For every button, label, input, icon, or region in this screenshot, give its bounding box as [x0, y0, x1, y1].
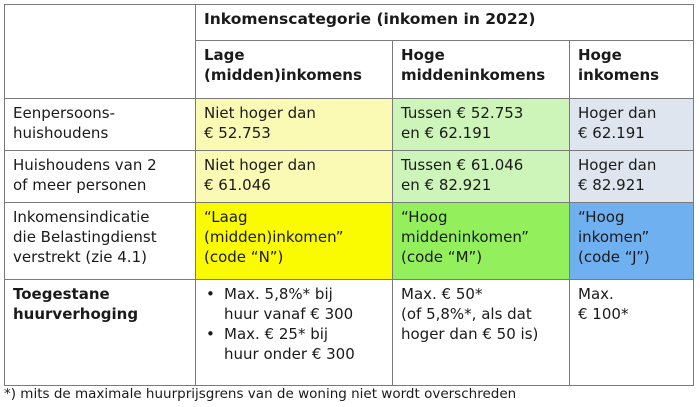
column-header-high-income [570, 41, 694, 99]
cell-line: “Hoog [578, 208, 625, 226]
cell-low-income [196, 203, 393, 280]
label-line: Huishoudens van 2 [13, 156, 157, 174]
label-line: of meer personen [13, 176, 147, 194]
cell-line: (code “J”) [578, 248, 650, 266]
label-line: huurverhoging [13, 305, 139, 323]
cell-line: Niet hoger dan [204, 156, 316, 174]
cell-high-middle-income [393, 280, 570, 386]
cell-line: en € 62.191 [401, 124, 492, 142]
cell-high-income [570, 99, 694, 151]
table-row-rent-increase [5, 280, 694, 386]
cell-line: Max. [578, 285, 614, 303]
cell-high-income [570, 203, 694, 280]
bullet-icon: • [206, 325, 215, 343]
empty-corner-cell [5, 5, 196, 99]
cell-line: Niet hoger dan [204, 104, 316, 122]
cell-line: € 62.191 [578, 124, 645, 142]
header-line: middeninkomens [401, 66, 546, 84]
label-line: Eenpersoons- [13, 104, 116, 122]
header-line: inkomens [578, 66, 660, 84]
cell-low-income [196, 280, 393, 386]
cell-high-middle-income [393, 151, 570, 203]
label-line: Inkomensindicatie [13, 208, 150, 226]
cell-line: Tussen € 61.046 [401, 156, 524, 174]
cell-high-middle-income [393, 203, 570, 280]
cell-line: inkomen” [578, 228, 650, 246]
cell-low-income [196, 151, 393, 203]
row-label [5, 203, 196, 280]
cell-line: Max. € 25* bij [224, 325, 329, 343]
cell-line: Max. 5,8%* bij [224, 285, 333, 303]
cell-line: huur onder € 300 [224, 345, 355, 363]
cell-line: Hoger dan [578, 104, 657, 122]
cell-line: (code “N”) [204, 248, 284, 266]
cell-high-income [570, 280, 694, 386]
cell-high-income [570, 151, 694, 203]
cell-high-middle-income [393, 99, 570, 151]
table-row-multi-person [5, 151, 694, 203]
cell-line: “Laag [204, 208, 248, 226]
cell-line: (of 5,8%*, als dat [401, 305, 532, 323]
label-line: huishoudens [13, 124, 109, 142]
row-label [5, 280, 196, 386]
cell-line: € 61.046 [204, 176, 271, 194]
bullet-icon: • [206, 285, 215, 303]
label-line: Toegestane [13, 285, 110, 303]
income-category-header: Inkomenscategorie (inkomen in 2022) [196, 5, 694, 41]
cell-line: Hoger dan [578, 156, 657, 174]
row-label [5, 99, 196, 151]
cell-line: huur vanaf € 300 [224, 305, 354, 323]
label-line: die Belastingdienst [13, 228, 157, 246]
cell-line: Max. € 50* [401, 285, 483, 303]
income-category-table [4, 4, 694, 386]
cell-line: € 52.753 [204, 124, 271, 142]
cell-line: (midden)inkomen” [204, 228, 344, 246]
cell-line: hoger dan € 50 is) [401, 325, 539, 343]
column-header-high-middle-income [393, 41, 570, 99]
cell-line: € 82.921 [578, 176, 645, 194]
cell-low-income [196, 99, 393, 151]
table-row-income-indication [5, 203, 694, 280]
header-line: (midden)inkomens [204, 66, 362, 84]
table-row-single-person [5, 99, 694, 151]
bullet-list [204, 284, 384, 364]
list-item [206, 324, 384, 364]
cell-line: Tussen € 52.753 [401, 104, 524, 122]
list-item [206, 284, 384, 324]
footnote: *) mits de maximale huurprijsgrens van de woning niet wordt overschreden [4, 386, 517, 402]
cell-line: “Hoog [401, 208, 448, 226]
label-line: verstrekt (zie 4.1) [13, 248, 147, 266]
cell-line: en € 82.921 [401, 176, 492, 194]
row-label [5, 151, 196, 203]
column-header-low-income [196, 41, 393, 99]
cell-line: middeninkomen” [401, 228, 529, 246]
header-line: Hoge [401, 46, 445, 64]
cell-line: € 100* [578, 305, 629, 323]
cell-line: (code “M”) [401, 248, 483, 266]
header-line: Hoge [578, 46, 622, 64]
header-line: Lage [204, 46, 245, 64]
